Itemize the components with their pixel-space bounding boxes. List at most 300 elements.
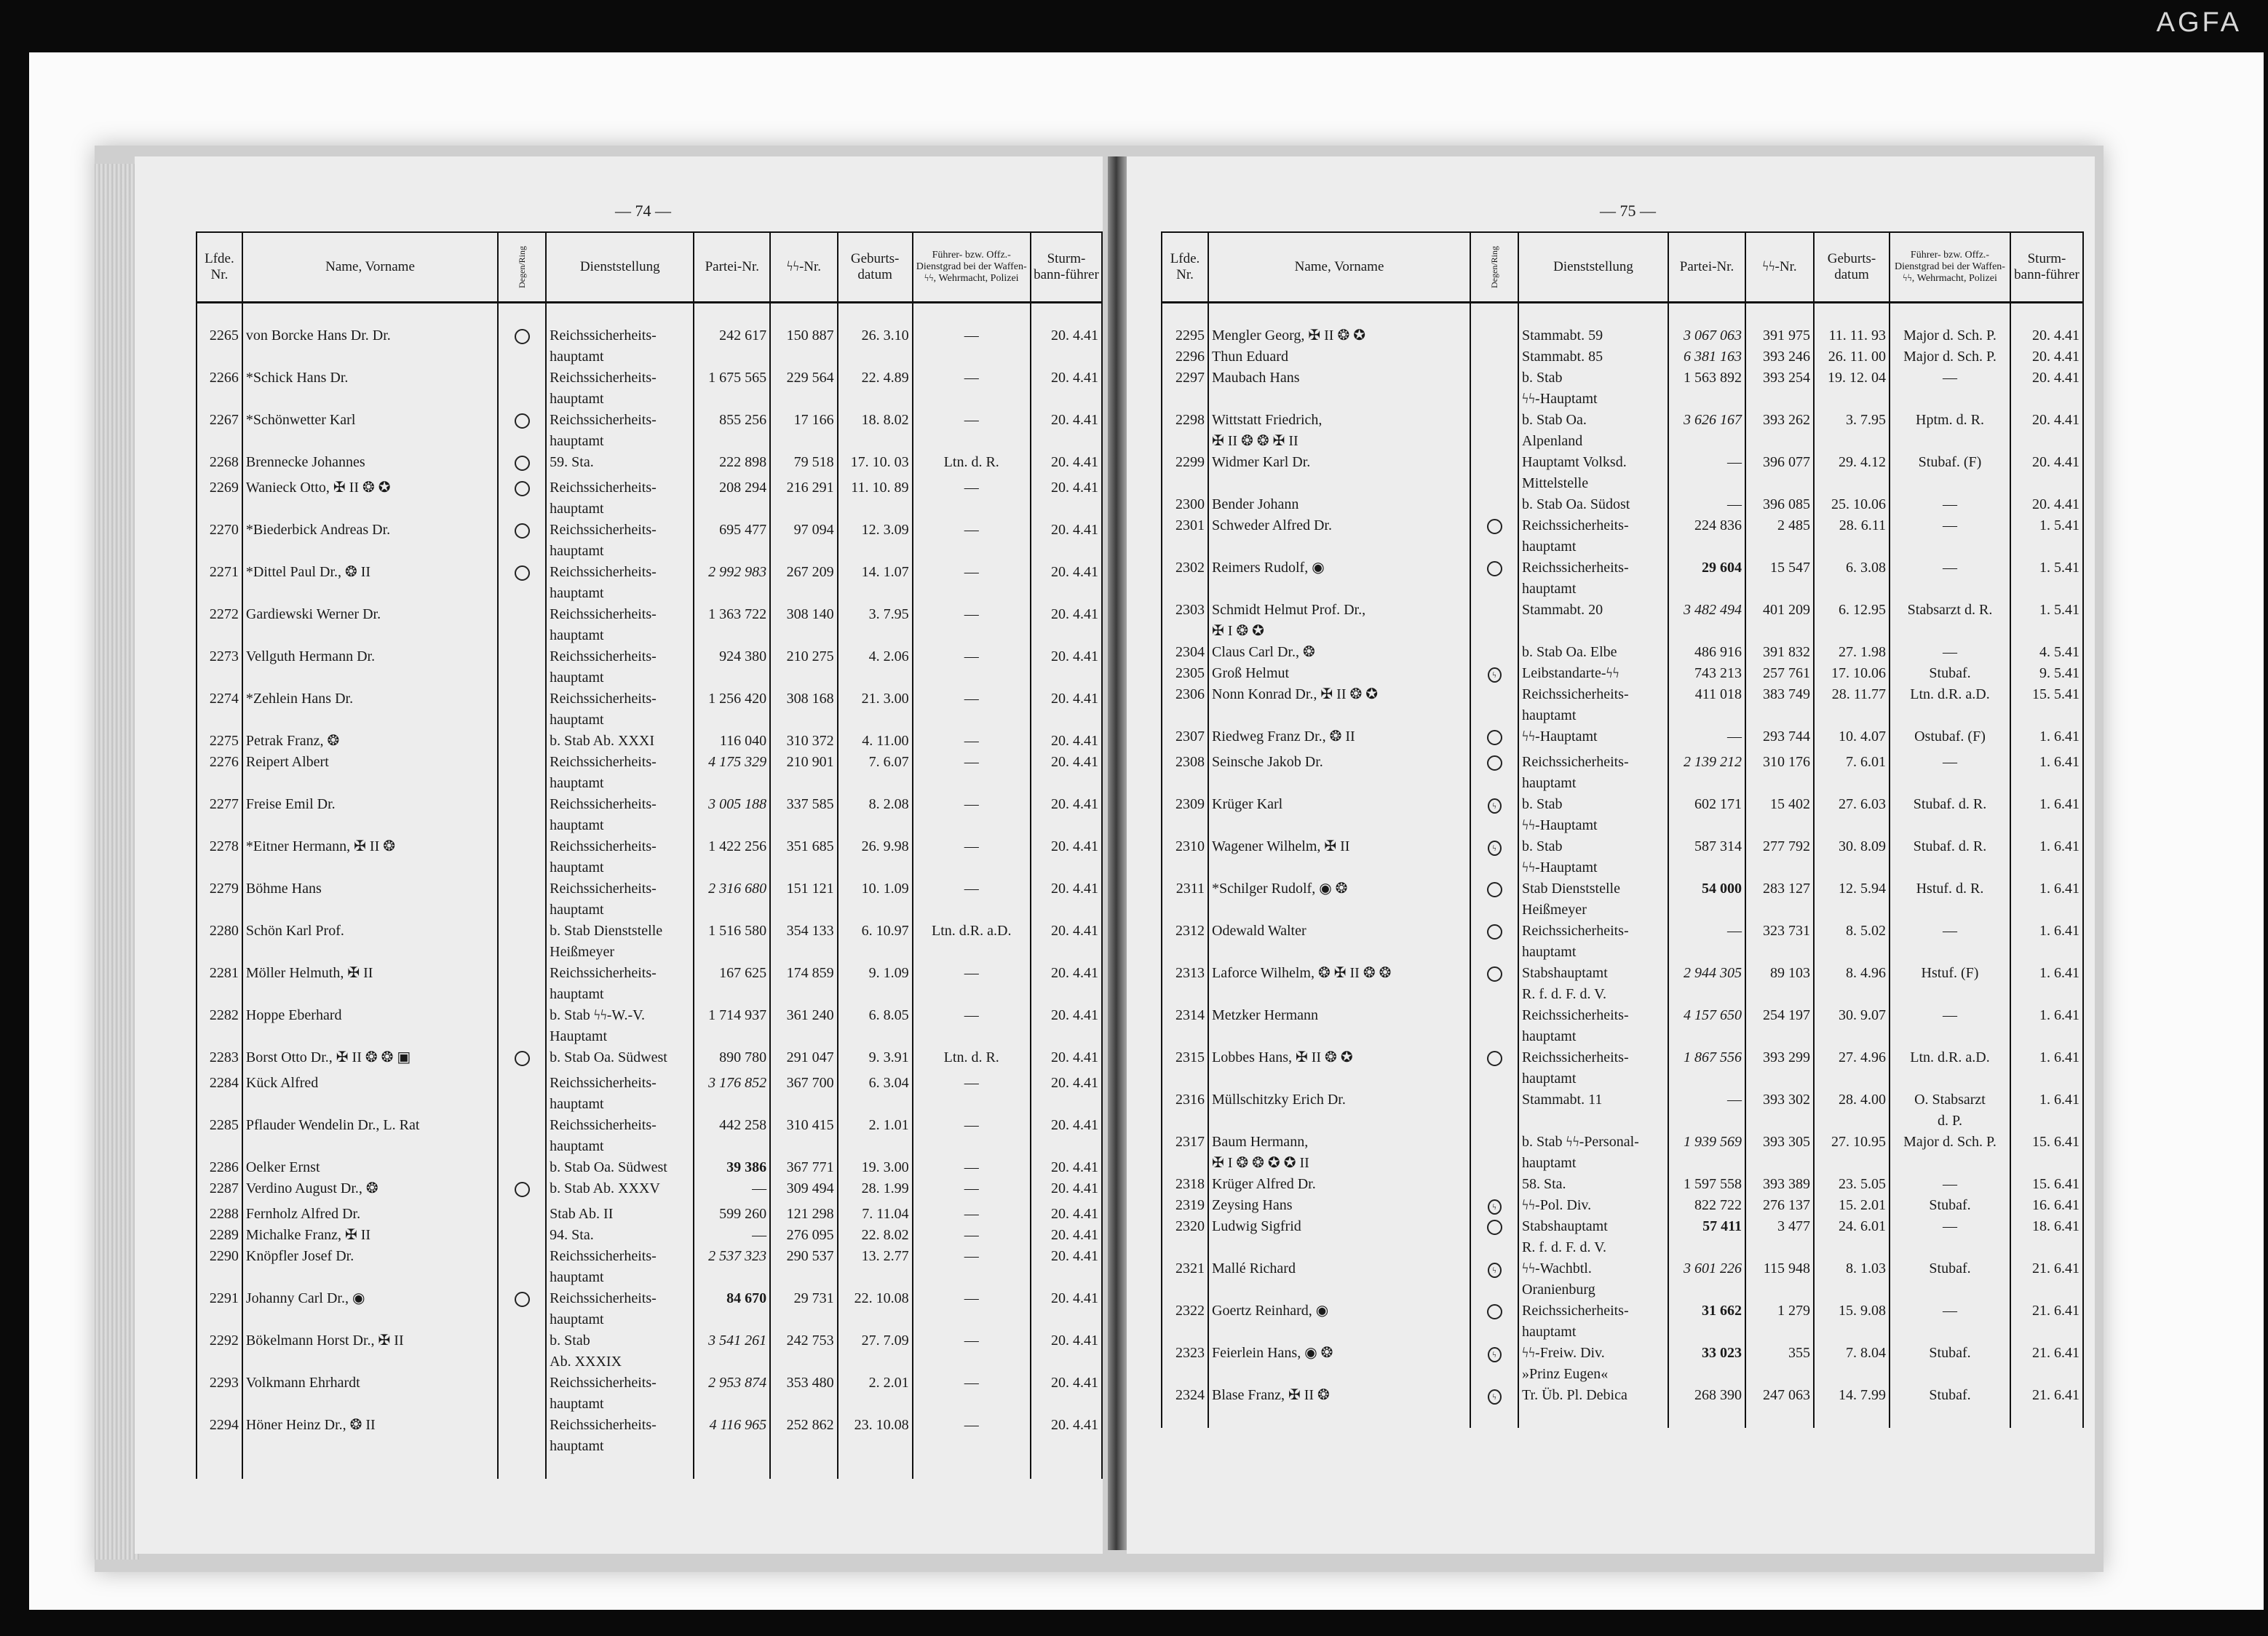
partei-nr: 222 898 bbox=[694, 452, 770, 477]
sturmbannfuehrer-date: 20. 4.41 bbox=[2010, 494, 2083, 515]
dienststellung: Reichssicherheits- hauptamt bbox=[546, 477, 694, 520]
table-header-row bbox=[1162, 232, 2083, 303]
table-row bbox=[1162, 1385, 2083, 1406]
sturmbannfuehrer-date: 1. 6.41 bbox=[2010, 1047, 2083, 1089]
member-name: Blase Franz, ✠ II ❂ bbox=[1208, 1385, 1470, 1406]
table-header-row bbox=[197, 232, 1102, 303]
entry-number: 2299 bbox=[1162, 452, 1208, 494]
sturmbannfuehrer-date: 20. 4.41 bbox=[1031, 963, 1102, 1005]
geburtsdatum: 26. 11. 00 bbox=[1814, 346, 1890, 368]
dienststellung: Stammabt. 11 bbox=[1518, 1089, 1668, 1132]
dienststellung: Reichssicherheits- hauptamt bbox=[546, 963, 694, 1005]
table-row bbox=[1162, 1216, 2083, 1258]
table-row bbox=[1162, 1195, 2083, 1216]
ring-icon bbox=[515, 329, 530, 344]
dienstgrad: Ltn. d. R. bbox=[913, 452, 1031, 477]
geburtsdatum: 4. 2.06 bbox=[838, 646, 913, 688]
dienstgrad: Ltn. d.R. a.D. bbox=[913, 921, 1031, 963]
partei-nr: 602 171 bbox=[1668, 794, 1745, 836]
member-name: Metzker Hermann bbox=[1208, 1005, 1470, 1047]
dienstgrad: — bbox=[913, 963, 1031, 1005]
dienstgrad: — bbox=[913, 731, 1031, 752]
dienststellung: Hauptamt Volksd. Mittelstelle bbox=[1518, 452, 1668, 494]
ring-marker bbox=[1470, 600, 1518, 642]
partei-nr: 224 836 bbox=[1668, 515, 1745, 557]
ss-nr: 367 771 bbox=[770, 1157, 838, 1178]
partei-nr: 167 625 bbox=[694, 963, 770, 1005]
member-name: Wittstatt Friedrich, ✠ II ❂ ❂ ✠ II bbox=[1208, 410, 1470, 452]
table-row bbox=[1162, 557, 2083, 600]
book-spine bbox=[1108, 156, 1127, 1550]
dienstgrad: Stubaf. d. R. bbox=[1890, 794, 2010, 836]
table-row bbox=[197, 1373, 1102, 1415]
geburtsdatum: 12. 5.94 bbox=[1814, 878, 1890, 921]
table-row bbox=[1162, 794, 2083, 836]
partei-nr: 3 176 852 bbox=[694, 1073, 770, 1115]
dienstgrad: — bbox=[913, 646, 1031, 688]
ring-marker bbox=[498, 452, 546, 477]
dienststellung: b. Stab Ab. XXXI bbox=[546, 731, 694, 752]
ss-nr: 15 547 bbox=[1745, 557, 1814, 600]
entry-number: 2286 bbox=[197, 1157, 242, 1178]
ss-nr: 150 887 bbox=[770, 325, 838, 368]
dienstgrad: Major d. Sch. P. bbox=[1890, 346, 2010, 368]
geburtsdatum: 10. 1.09 bbox=[838, 878, 913, 921]
member-name: Michalke Franz, ✠ II bbox=[242, 1225, 498, 1246]
entry-number: 2319 bbox=[1162, 1195, 1208, 1216]
sturmbannfuehrer-date: 1. 6.41 bbox=[2010, 878, 2083, 921]
partei-nr: 3 067 063 bbox=[1668, 325, 1745, 346]
sturmbannfuehrer-date: 4. 5.41 bbox=[2010, 642, 2083, 663]
partei-nr: — bbox=[694, 1225, 770, 1246]
entry-number: 2290 bbox=[197, 1246, 242, 1288]
geburtsdatum: 6. 12.95 bbox=[1814, 600, 1890, 642]
ring-marker bbox=[1470, 368, 1518, 410]
ss-nr: 267 209 bbox=[770, 562, 838, 604]
geburtsdatum: 22. 4.89 bbox=[838, 368, 913, 410]
ring-marker bbox=[1470, 515, 1518, 557]
entry-number: 2266 bbox=[197, 368, 242, 410]
dienstgrad: — bbox=[1890, 515, 2010, 557]
page-number: — 74 — bbox=[615, 202, 671, 220]
dienstgrad: Stubaf. (F) bbox=[1890, 452, 2010, 494]
entry-number: 2292 bbox=[197, 1330, 242, 1373]
sturmbannfuehrer-date: 20. 4.41 bbox=[1031, 1178, 1102, 1204]
sturmbannfuehrer-date: 1. 6.41 bbox=[2010, 726, 2083, 752]
partei-nr: 3 482 494 bbox=[1668, 600, 1745, 642]
member-name: Volkmann Ehrhardt bbox=[242, 1373, 498, 1415]
dienststellung: 94. Sta. bbox=[546, 1225, 694, 1246]
ss-nr: 89 103 bbox=[1745, 963, 1814, 1005]
entry-number: 2265 bbox=[197, 325, 242, 368]
member-name: Baum Hermann, ✠ I ❂ ❂ ✪ ✪ II bbox=[1208, 1132, 1470, 1174]
geburtsdatum: 28. 6.11 bbox=[1814, 515, 1890, 557]
table-row bbox=[197, 1178, 1102, 1204]
dienstgrad: Ltn. d. R. bbox=[913, 1047, 1031, 1073]
header-dienststellung: Dienststellung bbox=[1518, 232, 1668, 303]
geburtsdatum: 6. 3.08 bbox=[1814, 557, 1890, 600]
entry-number: 2283 bbox=[197, 1047, 242, 1073]
dienststellung: Reichssicherheits- hauptamt bbox=[546, 1246, 694, 1288]
partei-nr: — bbox=[1668, 494, 1745, 515]
header-ring: Degen/Ring bbox=[1470, 232, 1518, 303]
header-name: Name, Vorname bbox=[1208, 232, 1470, 303]
dienstgrad: Ostubaf. (F) bbox=[1890, 726, 2010, 752]
geburtsdatum: 30. 8.09 bbox=[1814, 836, 1890, 878]
dienststellung: Reichssicherheits- hauptamt bbox=[1518, 921, 1668, 963]
dienststellung: Stammabt. 85 bbox=[1518, 346, 1668, 368]
dienststellung: Stabshauptamt R. f. d. F. d. V. bbox=[1518, 963, 1668, 1005]
dienststellung: Stammabt. 20 bbox=[1518, 600, 1668, 642]
dienstgrad: Stubaf. bbox=[1890, 1343, 2010, 1385]
dienststellung: b. Stab Ab. XXXIX bbox=[546, 1330, 694, 1373]
geburtsdatum: 9. 3.91 bbox=[838, 1047, 913, 1073]
partei-nr: 31 662 bbox=[1668, 1301, 1745, 1343]
dienstgrad: — bbox=[913, 1115, 1031, 1157]
ring-marker bbox=[498, 836, 546, 878]
ring-marker bbox=[1470, 684, 1518, 726]
table-row bbox=[1162, 325, 2083, 346]
geburtsdatum: 27. 7.09 bbox=[838, 1330, 913, 1373]
geburtsdatum: 26. 9.98 bbox=[838, 836, 913, 878]
sturmbannfuehrer-date: 20. 4.41 bbox=[1031, 688, 1102, 731]
dienstgrad: — bbox=[913, 1157, 1031, 1178]
geburtsdatum: 8. 5.02 bbox=[1814, 921, 1890, 963]
ring-marker bbox=[498, 794, 546, 836]
dienstgrad: — bbox=[913, 1225, 1031, 1246]
dienstgrad: — bbox=[913, 688, 1031, 731]
member-name: Feierlein Hans, ◉ ❂ bbox=[1208, 1343, 1470, 1385]
member-name: *Zehlein Hans Dr. bbox=[242, 688, 498, 731]
ss-nr: 396 085 bbox=[1745, 494, 1814, 515]
table-row bbox=[1162, 1174, 2083, 1195]
partei-nr: 822 722 bbox=[1668, 1195, 1745, 1216]
partei-nr: 6 381 163 bbox=[1668, 346, 1745, 368]
ring-marker bbox=[498, 963, 546, 1005]
dienststellung: b. Stab ϟϟ-Hauptamt bbox=[1518, 794, 1668, 836]
table-row bbox=[197, 562, 1102, 604]
geburtsdatum: 6. 10.97 bbox=[838, 921, 913, 963]
table-row bbox=[197, 1225, 1102, 1246]
page-number: — 75 — bbox=[1600, 202, 1656, 220]
member-name: Pflauder Wendelin Dr., L. Rat bbox=[242, 1115, 498, 1157]
ss-nr: 393 254 bbox=[1745, 368, 1814, 410]
dienstgrad: — bbox=[913, 1204, 1031, 1225]
dienststellung: Reichssicherheits- hauptamt bbox=[546, 836, 694, 878]
partei-nr: 39 386 bbox=[694, 1157, 770, 1178]
member-name: Freise Emil Dr. bbox=[242, 794, 498, 836]
sturmbannfuehrer-date: 20. 4.41 bbox=[1031, 1246, 1102, 1288]
partei-nr: 1 867 556 bbox=[1668, 1047, 1745, 1089]
geburtsdatum: 7. 6.07 bbox=[838, 752, 913, 794]
header-dienststellung: Dienststellung bbox=[546, 232, 694, 303]
member-name: Höner Heinz Dr., ❂ II bbox=[242, 1415, 498, 1457]
header-ring: Degen/Ring bbox=[498, 232, 546, 303]
dienstgrad: — bbox=[913, 1288, 1031, 1330]
dienststellung: Reichssicherheits- hauptamt bbox=[546, 752, 694, 794]
dienstgrad: — bbox=[913, 1373, 1031, 1415]
sturmbannfuehrer-date: 20. 4.41 bbox=[1031, 452, 1102, 477]
member-name: Riedweg Franz Dr., ❂ II bbox=[1208, 726, 1470, 752]
dienststellung: b. Stab ϟϟ-Hauptamt bbox=[1518, 368, 1668, 410]
member-name: Groß Helmut bbox=[1208, 663, 1470, 684]
ss-nr: 308 140 bbox=[770, 604, 838, 646]
dienststellung: Reichssicherheits- hauptamt bbox=[546, 1073, 694, 1115]
geburtsdatum: 4. 11.00 bbox=[838, 731, 913, 752]
sturmbannfuehrer-date: 20. 4.41 bbox=[1031, 752, 1102, 794]
partei-nr: 54 000 bbox=[1668, 878, 1745, 921]
sturmbannfuehrer-date: 20. 4.41 bbox=[1031, 520, 1102, 562]
ss-nr: 3 477 bbox=[1745, 1216, 1814, 1258]
header-nr: Lfde. Nr. bbox=[197, 232, 242, 303]
geburtsdatum: 13. 2.77 bbox=[838, 1246, 913, 1288]
ring-marker bbox=[498, 731, 546, 752]
table-row bbox=[1162, 1343, 2083, 1385]
dienststellung: Reichssicherheits- hauptamt bbox=[1518, 684, 1668, 726]
dienstgrad: — bbox=[913, 836, 1031, 878]
partei-nr: 2 944 305 bbox=[1668, 963, 1745, 1005]
sturmbannfuehrer-date: 1. 6.41 bbox=[2010, 921, 2083, 963]
ring-marker bbox=[1470, 1132, 1518, 1174]
table-row bbox=[197, 604, 1102, 646]
spacer-row bbox=[197, 303, 1102, 326]
dienstgrad: — bbox=[913, 477, 1031, 520]
geburtsdatum: 21. 3.00 bbox=[838, 688, 913, 731]
ring-marker bbox=[1470, 1047, 1518, 1089]
sturmbannfuehrer-date: 20. 4.41 bbox=[1031, 368, 1102, 410]
dienstgrad: — bbox=[1890, 1174, 2010, 1195]
table-row bbox=[197, 646, 1102, 688]
sturmbannfuehrer-date: 21. 6.41 bbox=[2010, 1301, 2083, 1343]
register-body bbox=[1162, 303, 2083, 1429]
geburtsdatum: 11. 10. 89 bbox=[838, 477, 913, 520]
ss-nr: 15 402 bbox=[1745, 794, 1814, 836]
member-name: Lobbes Hans, ✠ II ❂ ✪ bbox=[1208, 1047, 1470, 1089]
entry-number: 2296 bbox=[1162, 346, 1208, 368]
ring-marker bbox=[1470, 1216, 1518, 1258]
ring-marker bbox=[1470, 1089, 1518, 1132]
table-row bbox=[197, 410, 1102, 452]
ring-marker bbox=[1470, 642, 1518, 663]
partei-nr: — bbox=[1668, 1089, 1745, 1132]
entry-number: 2281 bbox=[197, 963, 242, 1005]
dienstgrad: — bbox=[1890, 368, 2010, 410]
ring-marker bbox=[1470, 726, 1518, 752]
spacer-row bbox=[1162, 1406, 2083, 1428]
register-table bbox=[1161, 231, 2084, 1428]
entry-number: 2272 bbox=[197, 604, 242, 646]
entry-number: 2267 bbox=[197, 410, 242, 452]
dienstgrad: — bbox=[913, 604, 1031, 646]
partei-nr: 1 422 256 bbox=[694, 836, 770, 878]
entry-number: 2287 bbox=[197, 1178, 242, 1204]
dienststellung: Reichssicherheits- hauptamt bbox=[1518, 1301, 1668, 1343]
header-sturmbannfuehrer: Sturm-bann-führer bbox=[1031, 232, 1102, 303]
geburtsdatum: 23. 5.05 bbox=[1814, 1174, 1890, 1195]
ss-nr: 291 047 bbox=[770, 1047, 838, 1073]
degen-icon: ϟ bbox=[1488, 841, 1502, 856]
sturmbannfuehrer-date: 20. 4.41 bbox=[1031, 1204, 1102, 1225]
member-name: Schön Karl Prof. bbox=[242, 921, 498, 963]
dienstgrad: Major d. Sch. P. bbox=[1890, 325, 2010, 346]
dienststellung: Reichssicherheits- hauptamt bbox=[546, 562, 694, 604]
sturmbannfuehrer-date: 20. 4.41 bbox=[1031, 1373, 1102, 1415]
table-row bbox=[197, 520, 1102, 562]
ss-nr: 337 585 bbox=[770, 794, 838, 836]
dienstgrad: — bbox=[1890, 1216, 2010, 1258]
entry-number: 2307 bbox=[1162, 726, 1208, 752]
partei-nr: 3 626 167 bbox=[1668, 410, 1745, 452]
ring-marker bbox=[1470, 452, 1518, 494]
ss-nr: 17 166 bbox=[770, 410, 838, 452]
entry-number: 2323 bbox=[1162, 1343, 1208, 1385]
geburtsdatum: 7. 6.01 bbox=[1814, 752, 1890, 794]
table-row bbox=[197, 1157, 1102, 1178]
sturmbannfuehrer-date: 1. 5.41 bbox=[2010, 600, 2083, 642]
geburtsdatum: 28. 11.77 bbox=[1814, 684, 1890, 726]
entry-number: 2308 bbox=[1162, 752, 1208, 794]
sturmbannfuehrer-date: 20. 4.41 bbox=[1031, 1073, 1102, 1115]
ring-icon bbox=[515, 1292, 530, 1307]
partei-nr: 1 939 569 bbox=[1668, 1132, 1745, 1174]
sturmbannfuehrer-date: 18. 6.41 bbox=[2010, 1216, 2083, 1258]
sturmbannfuehrer-date: 20. 4.41 bbox=[1031, 562, 1102, 604]
member-name: Reimers Rudolf, ◉ bbox=[1208, 557, 1470, 600]
table-row bbox=[197, 1330, 1102, 1373]
ring-marker bbox=[498, 1115, 546, 1157]
entry-number: 2310 bbox=[1162, 836, 1208, 878]
member-name: Ludwig Sigfrid bbox=[1208, 1216, 1470, 1258]
geburtsdatum: 28. 4.00 bbox=[1814, 1089, 1890, 1132]
dienststellung: Reichssicherheits- hauptamt bbox=[546, 410, 694, 452]
partei-nr: 587 314 bbox=[1668, 836, 1745, 878]
entry-number: 2273 bbox=[197, 646, 242, 688]
geburtsdatum: 7. 11.04 bbox=[838, 1204, 913, 1225]
member-name: *Schönwetter Karl bbox=[242, 410, 498, 452]
ring-marker bbox=[498, 878, 546, 921]
entry-number: 2277 bbox=[197, 794, 242, 836]
dienststellung: b. Stab ϟϟ-W.-V. Hauptamt bbox=[546, 1005, 694, 1047]
ring-icon bbox=[515, 1051, 530, 1066]
ss-nr: 401 209 bbox=[1745, 600, 1814, 642]
sturmbannfuehrer-date: 1. 6.41 bbox=[2010, 836, 2083, 878]
sturmbannfuehrer-date: 20. 4.41 bbox=[2010, 346, 2083, 368]
ss-nr: 254 197 bbox=[1745, 1005, 1814, 1047]
geburtsdatum: 15. 9.08 bbox=[1814, 1301, 1890, 1343]
header-dienstgrad: Führer- bzw. Offz.-Dienstgrad bei der Waffen-ϟϟ, Wehrmacht, Polizei bbox=[1890, 232, 2010, 303]
member-name: *Schilger Rudolf, ◉ ❂ bbox=[1208, 878, 1470, 921]
sturmbannfuehrer-date: 15. 5.41 bbox=[2010, 684, 2083, 726]
ss-nr: 310 372 bbox=[770, 731, 838, 752]
entry-number: 2280 bbox=[197, 921, 242, 963]
header-ss-nr: ϟϟ-Nr. bbox=[770, 232, 838, 303]
geburtsdatum: 8. 1.03 bbox=[1814, 1258, 1890, 1301]
dienstgrad: — bbox=[1890, 1005, 2010, 1047]
entry-number: 2278 bbox=[197, 836, 242, 878]
geburtsdatum: 3. 7.95 bbox=[838, 604, 913, 646]
partei-nr: 1 675 565 bbox=[694, 368, 770, 410]
geburtsdatum: 22. 10.08 bbox=[838, 1288, 913, 1330]
partei-nr: 4 116 965 bbox=[694, 1415, 770, 1457]
dienststellung: b. Stab Oa. Südwest bbox=[546, 1047, 694, 1073]
entry-number: 2284 bbox=[197, 1073, 242, 1115]
partei-nr: — bbox=[694, 1178, 770, 1204]
member-name: Verdino August Dr., ❂ bbox=[242, 1178, 498, 1204]
sturmbannfuehrer-date: 20. 4.41 bbox=[1031, 604, 1102, 646]
sturmbannfuehrer-date: 20. 4.41 bbox=[1031, 1330, 1102, 1373]
dienstgrad: — bbox=[913, 1415, 1031, 1457]
ss-nr: 257 761 bbox=[1745, 663, 1814, 684]
member-name: Wagener Wilhelm, ✠ II bbox=[1208, 836, 1470, 878]
ring-marker bbox=[498, 1288, 546, 1330]
ss-nr: 391 975 bbox=[1745, 325, 1814, 346]
ss-nr: 174 859 bbox=[770, 963, 838, 1005]
dienstgrad: — bbox=[913, 1246, 1031, 1288]
ring-marker bbox=[1470, 1195, 1518, 1216]
ring-marker bbox=[498, 688, 546, 731]
ss-nr: 210 901 bbox=[770, 752, 838, 794]
entry-number: 2269 bbox=[197, 477, 242, 520]
dienststellung: ϟϟ-Pol. Div. bbox=[1518, 1195, 1668, 1216]
member-name: Reipert Albert bbox=[242, 752, 498, 794]
ring-icon bbox=[515, 1182, 530, 1197]
member-name: Möller Helmuth, ✠ II bbox=[242, 963, 498, 1005]
dienststellung: Reichssicherheits- hauptamt bbox=[546, 604, 694, 646]
entry-number: 2268 bbox=[197, 452, 242, 477]
degen-icon: ϟ bbox=[1488, 798, 1502, 814]
geburtsdatum: 8. 4.96 bbox=[1814, 963, 1890, 1005]
ring-marker bbox=[1470, 752, 1518, 794]
dienststellung: Reichssicherheits- hauptamt bbox=[546, 1373, 694, 1415]
sturmbannfuehrer-date: 21. 6.41 bbox=[2010, 1385, 2083, 1406]
entry-number: 2297 bbox=[1162, 368, 1208, 410]
partei-nr: 2 992 983 bbox=[694, 562, 770, 604]
ss-nr: 229 564 bbox=[770, 368, 838, 410]
geburtsdatum: 3. 7.95 bbox=[1814, 410, 1890, 452]
sturmbannfuehrer-date: 1. 6.41 bbox=[2010, 1089, 2083, 1132]
geburtsdatum: 2. 2.01 bbox=[838, 1373, 913, 1415]
sturmbannfuehrer-date: 20. 4.41 bbox=[1031, 794, 1102, 836]
ss-nr: 276 137 bbox=[1745, 1195, 1814, 1216]
ss-nr: 323 731 bbox=[1745, 921, 1814, 963]
ring-icon bbox=[1487, 882, 1502, 897]
dienststellung: Reichssicherheits- hauptamt bbox=[546, 1115, 694, 1157]
sturmbannfuehrer-date: 20. 4.41 bbox=[1031, 325, 1102, 368]
dienststellung: Reichssicherheits- hauptamt bbox=[1518, 557, 1668, 600]
ring-marker bbox=[498, 325, 546, 368]
dienststellung: b. Stab Ab. XXXV bbox=[546, 1178, 694, 1204]
table-row bbox=[197, 1047, 1102, 1073]
table-row bbox=[197, 1246, 1102, 1288]
table-row bbox=[1162, 452, 2083, 494]
entry-number: 2294 bbox=[197, 1415, 242, 1457]
table-row bbox=[1162, 963, 2083, 1005]
header-geburtsdatum: Geburts-datum bbox=[1814, 232, 1890, 303]
geburtsdatum: 18. 8.02 bbox=[838, 410, 913, 452]
dienstgrad: — bbox=[913, 1005, 1031, 1047]
ring-marker bbox=[1470, 1301, 1518, 1343]
table-row bbox=[197, 1288, 1102, 1330]
ring-marker bbox=[498, 1225, 546, 1246]
dienstgrad: Ltn. d.R. a.D. bbox=[1890, 684, 2010, 726]
ring-marker bbox=[498, 1178, 546, 1204]
partei-nr: 4 157 650 bbox=[1668, 1005, 1745, 1047]
dienstgrad: Stabsarzt d. R. bbox=[1890, 600, 2010, 642]
sturmbannfuehrer-date: 9. 5.41 bbox=[2010, 663, 2083, 684]
partei-nr: 2 139 212 bbox=[1668, 752, 1745, 794]
geburtsdatum: 7. 8.04 bbox=[1814, 1343, 1890, 1385]
sturmbannfuehrer-date: 20. 4.41 bbox=[1031, 410, 1102, 452]
